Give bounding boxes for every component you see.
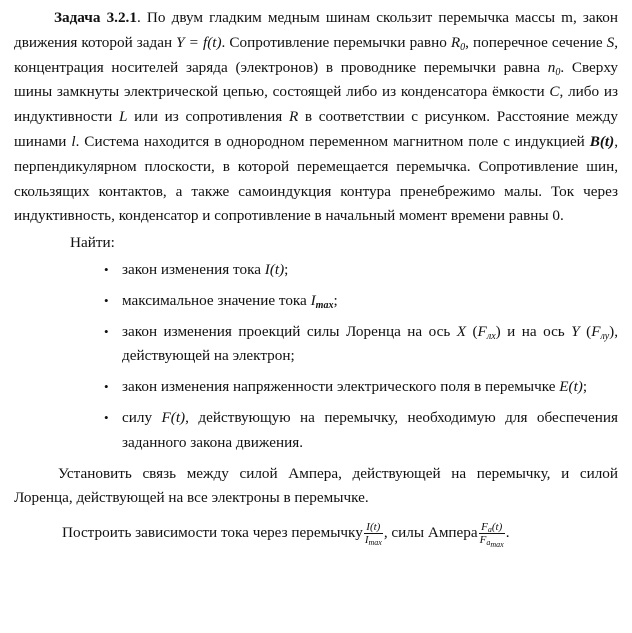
ampere-ratio-fraction — [479, 521, 505, 550]
text-segment: в соответствии с рисунком. Расстояние между шинами — [14, 108, 618, 150]
text-segment: . По двум гладким медным шинам скользит перемычка массы m, закон движения которой задан — [14, 9, 619, 51]
text-segment: закон изменения тока — [122, 260, 265, 278]
bullet-icon: • — [104, 409, 109, 425]
text-segment: , действующую на перемычку, необходимую для обеспечения заданного закона движения. — [122, 408, 618, 451]
problem-title: Задача 3.2.1 — [54, 9, 137, 26]
concentration-subscript: 0 — [555, 66, 561, 78]
text-segment: , перпендикулярном плоскости, в которой перемещается перемычка. Сопротивление шин, скользящих контактов, а также самоиндукция контура пренебрежимо малы. Ток через индуктивность, конденсатор и сопротивление в начальный момент времени равны 0. — [14, 132, 618, 225]
axis-y-symbol: Y — [571, 322, 580, 340]
text-segment: . Сверху шины замкнуты электрической цепью, состоящей либо из конденсатора ёмкости — [14, 58, 618, 101]
bullet-icon: • — [104, 261, 109, 277]
force-x-symbol: F — [477, 322, 487, 340]
list-item — [14, 320, 618, 370]
text-segment: ; — [284, 260, 289, 278]
motion-law-symbol: Y = f(t) — [176, 33, 222, 51]
text-segment: , силы Ампера — [383, 524, 478, 542]
bullet-icon: • — [104, 323, 109, 339]
force-x-subscript: лх — [486, 330, 496, 342]
list-item — [14, 258, 618, 283]
max-current-subscript: max — [315, 299, 334, 311]
text-segment: силу — [122, 408, 162, 426]
force-symbol: F(t) — [161, 408, 186, 426]
fraction-denominator — [479, 533, 505, 550]
denominator-subscript — [486, 538, 504, 550]
bullet-icon: • — [104, 379, 109, 395]
text-segment: ( — [579, 322, 592, 340]
resistance-symbol: R — [450, 33, 461, 51]
text-segment: , поперечное сечение — [465, 33, 607, 51]
bullet-icon: • — [104, 292, 109, 308]
distance-symbol: l — [71, 132, 76, 150]
induction-symbol: B(t) — [589, 132, 615, 150]
list-item — [14, 375, 618, 400]
max-current-symbol: I — [310, 291, 316, 309]
field-symbol: E(t) — [559, 378, 583, 396]
text-segment: максимальное значение тока — [122, 291, 311, 309]
inductance-symbol: L — [119, 108, 128, 126]
concentration-symbol: n — [547, 58, 556, 76]
text-segment: . Система находится в однородном переменном магнитном поле с индукцией — [75, 132, 590, 150]
denominator-symbol: I — [364, 534, 369, 547]
text-segment: , концентрация носителей заряда (электронов) в проводнике перемычки равна — [14, 33, 619, 76]
text-segment: . — [505, 524, 510, 542]
ampere-lorentz-paragraph: Установить связь между силой Ампера, действующей на перемычку, и силой Лоренца, действующей на все электроны в перемычке. — [14, 464, 618, 507]
axis-x-symbol: X — [456, 322, 467, 340]
fraction-denominator — [364, 533, 383, 546]
subscript-a: a — [486, 538, 491, 548]
text-segment: ; — [333, 291, 338, 309]
problem-intro-paragraph — [14, 6, 618, 229]
denominator-symbol: F — [479, 534, 487, 547]
resistance-subscript: 0 — [460, 41, 466, 53]
find-label: Найти: — [70, 234, 115, 252]
text-segment: ), действующей на электрон; — [122, 322, 619, 365]
text-segment: закон изменения проекций силы Лоренца на ось — [122, 322, 457, 340]
capacitance-symbol: C — [549, 83, 560, 101]
numerator-subscript: a — [487, 525, 492, 535]
force-y-symbol: F — [591, 322, 601, 340]
plot-task-paragraph — [14, 521, 618, 550]
resistor-symbol: R — [288, 108, 299, 126]
text-segment: . Сопротивление перемычки равно — [221, 33, 451, 51]
text-segment: или из сопротивления — [127, 108, 289, 126]
cross-section-symbol: S — [606, 33, 615, 51]
current-symbol: I(t) — [264, 260, 285, 278]
list-item — [14, 289, 618, 314]
text-segment: ( — [466, 322, 478, 340]
text-segment: Построить зависимости тока через перемычку — [62, 524, 363, 542]
text-segment: закон изменения напряженности электрического поля в перемычке — [122, 378, 560, 396]
numerator-argument: (t) — [491, 521, 503, 534]
numerator-symbol: F — [481, 521, 488, 534]
text-segment: ) и на ось — [495, 322, 572, 340]
force-y-subscript: лу — [600, 330, 610, 342]
text-segment: , либо из индуктивности — [14, 83, 619, 126]
list-item — [14, 406, 618, 456]
denominator-subscript: max — [368, 538, 382, 548]
fraction-numerator: I(t) — [366, 521, 381, 534]
subscript-max: max — [490, 540, 504, 550]
fraction-numerator — [480, 521, 503, 533]
find-list — [14, 258, 618, 456]
current-ratio-fraction — [364, 521, 383, 546]
text-segment: ; — [582, 378, 588, 396]
